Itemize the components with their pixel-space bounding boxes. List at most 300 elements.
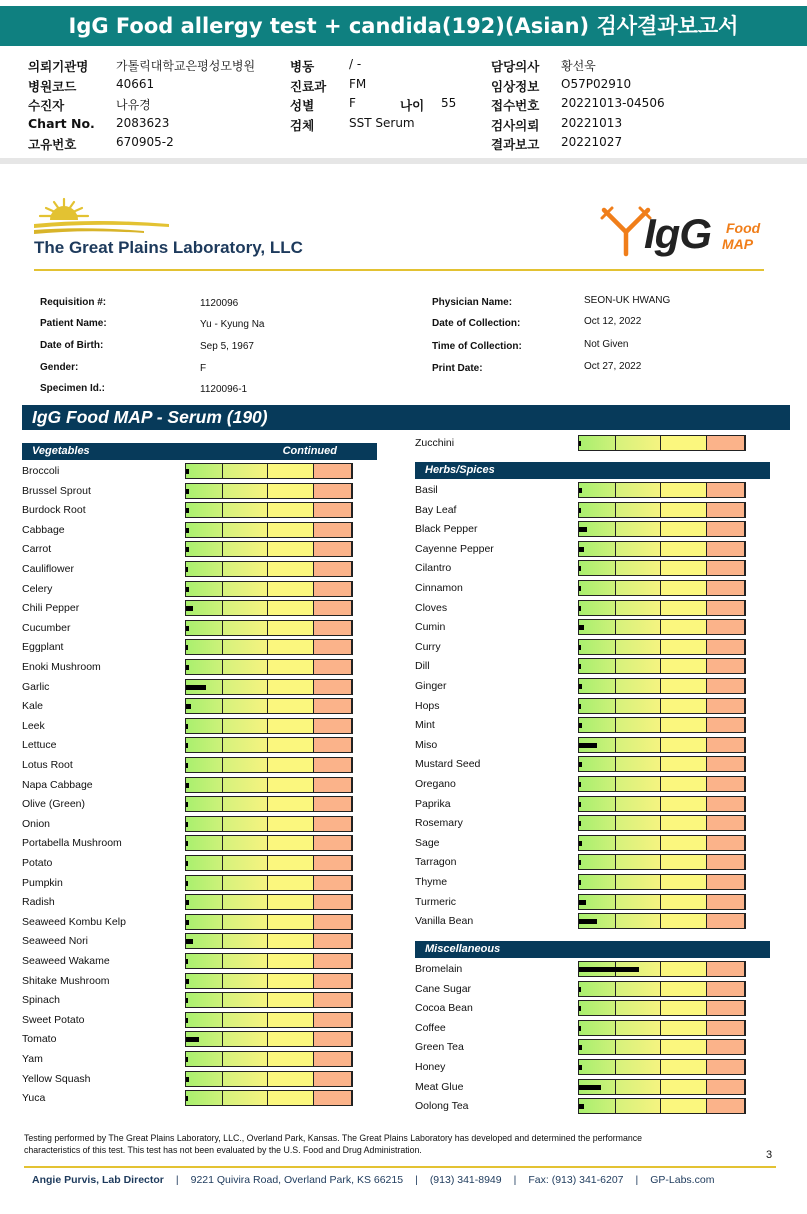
food-row xyxy=(415,961,748,977)
food-row xyxy=(22,777,355,793)
food-name: Enoki Mushroom xyxy=(22,661,101,673)
reactivity-level-marker xyxy=(579,880,581,885)
reactivity-level-marker xyxy=(579,1104,584,1109)
disclaimer-line-1: Testing performed by The Great Plains Laboratory, LLC., Overland Park, Kansas. The Great Plains Laboratory has developed and determined the performance xyxy=(24,1133,643,1143)
moderate-zone xyxy=(661,620,707,634)
header-field-label: 병동 xyxy=(290,59,315,74)
food-row xyxy=(22,639,355,655)
food-row xyxy=(415,717,748,733)
food-row xyxy=(22,835,355,851)
food-name: Seaweed Nori xyxy=(22,935,88,948)
patient-field-value: F xyxy=(200,363,207,374)
reactivity-level-marker xyxy=(186,743,188,748)
mild-zone xyxy=(616,1080,661,1094)
moderate-zone xyxy=(661,640,707,654)
mild-zone xyxy=(616,581,661,595)
mild-zone xyxy=(223,993,268,1007)
low-zone xyxy=(186,719,223,733)
mild-zone xyxy=(616,1001,661,1015)
moderate-zone xyxy=(661,1021,707,1035)
mild-zone xyxy=(223,562,268,576)
low-zone xyxy=(579,581,616,595)
food-name: Pumpkin xyxy=(22,876,63,889)
food-name: Portabella Mushroom xyxy=(22,837,122,850)
low-zone xyxy=(186,738,223,752)
food-row xyxy=(22,757,355,773)
reactivity-bar xyxy=(578,717,746,733)
high-zone xyxy=(314,542,352,556)
reactivity-level-marker xyxy=(579,684,582,689)
low-zone xyxy=(579,836,616,850)
moderate-zone xyxy=(268,895,314,909)
moderate-zone xyxy=(661,816,707,830)
reactivity-level-marker xyxy=(579,586,581,591)
header-field-value: 황선욱 xyxy=(561,59,596,73)
sun-logo-icon xyxy=(34,196,174,238)
mild-zone xyxy=(223,680,268,694)
footer-separator: | xyxy=(635,1174,639,1186)
header-field-label: 담당의사 xyxy=(491,59,540,74)
high-zone xyxy=(707,542,745,556)
food-row xyxy=(22,483,355,499)
food-row xyxy=(415,1059,748,1075)
moderate-zone xyxy=(268,464,314,478)
food-name: Curry xyxy=(415,640,441,653)
food-name: Miso xyxy=(415,738,438,751)
disclaimer-line-2: characteristics of this test. This test has not been evaluated by the U.S. Food and Drug Administration. xyxy=(24,1145,422,1155)
moderate-zone xyxy=(661,483,707,497)
high-zone xyxy=(314,601,352,615)
moderate-zone xyxy=(661,836,707,850)
reactivity-level-marker xyxy=(579,802,581,807)
food-row xyxy=(22,698,355,714)
reactivity-level-marker xyxy=(186,626,189,631)
reactivity-bar xyxy=(578,600,746,616)
reactivity-bar xyxy=(185,581,353,597)
low-zone xyxy=(579,816,616,830)
food-row xyxy=(415,1098,748,1114)
mild-zone xyxy=(223,699,268,713)
low-zone xyxy=(186,699,223,713)
moderate-zone xyxy=(268,601,314,615)
reactivity-level-marker xyxy=(186,763,188,768)
high-zone xyxy=(707,581,745,595)
moderate-zone xyxy=(661,718,707,732)
header-field-value: 20221013 xyxy=(561,115,623,130)
high-zone xyxy=(707,1001,745,1015)
moderate-zone xyxy=(661,679,707,693)
food-name: Bay Leaf xyxy=(415,503,457,516)
moderate-zone xyxy=(268,1091,314,1105)
moderate-zone xyxy=(268,778,314,792)
moderate-zone xyxy=(661,699,707,713)
high-zone xyxy=(707,836,745,850)
reactivity-bar xyxy=(185,718,353,734)
header-field-value: 670905-2 xyxy=(116,135,174,149)
reactivity-level-marker xyxy=(579,821,581,826)
moderate-zone xyxy=(268,954,314,968)
food-name: Meat Glue xyxy=(415,1080,464,1093)
food-row xyxy=(415,560,748,576)
high-zone xyxy=(707,855,745,869)
logo-igg-text: IgG xyxy=(644,210,711,257)
low-zone xyxy=(579,503,616,517)
moderate-zone xyxy=(661,601,707,615)
reactivity-bar xyxy=(578,1000,746,1016)
food-name: Sweet Potato xyxy=(22,1013,85,1026)
patient-field-value: Not Given xyxy=(584,339,629,350)
moderate-zone xyxy=(661,738,707,752)
reactivity-bar xyxy=(185,992,353,1008)
mild-zone xyxy=(616,875,661,889)
food-name: Mustard Seed xyxy=(415,758,481,771)
reactivity-level-marker xyxy=(186,881,188,886)
mild-zone xyxy=(616,522,661,536)
food-row xyxy=(22,1031,355,1047)
reactivity-bar xyxy=(185,659,353,675)
moderate-zone xyxy=(268,836,314,850)
food-name: Zucchini xyxy=(415,437,455,449)
high-zone xyxy=(707,1099,745,1113)
patient-field-label: Requisition #: xyxy=(40,297,107,308)
reactivity-bar xyxy=(578,678,746,694)
patient-field-label: Time of Collection: xyxy=(432,341,522,352)
reactivity-level-marker xyxy=(579,1045,582,1050)
reactivity-bar xyxy=(185,933,353,949)
reactivity-bar xyxy=(578,981,746,997)
low-zone xyxy=(579,436,616,450)
mild-zone xyxy=(223,464,268,478)
mild-zone xyxy=(223,915,268,929)
food-name: Ginger xyxy=(415,680,447,692)
header-field-value: FM xyxy=(349,76,367,91)
vegetables-title: Vegetables xyxy=(32,445,90,457)
reactivity-bar xyxy=(578,796,746,812)
lab-director: Angie Purvis, Lab Director xyxy=(32,1174,164,1186)
mild-zone xyxy=(616,436,661,450)
food-row xyxy=(22,561,355,577)
continued-label: Continued xyxy=(282,445,337,457)
food-row xyxy=(415,776,748,792)
high-zone xyxy=(707,875,745,889)
food-row xyxy=(415,619,748,635)
high-zone xyxy=(314,719,352,733)
reactivity-level-marker xyxy=(186,567,188,572)
food-name: Black Pepper xyxy=(415,523,478,536)
food-name: Coffee xyxy=(415,1021,446,1034)
food-name: Tarragon xyxy=(415,856,457,869)
moderate-zone xyxy=(268,856,314,870)
mild-zone xyxy=(223,1013,268,1027)
moderate-zone xyxy=(268,582,314,596)
food-row xyxy=(415,756,748,772)
moderate-zone xyxy=(268,758,314,772)
food-name: Seaweed Wakame xyxy=(22,955,110,967)
food-name: Basil xyxy=(415,484,438,496)
food-row xyxy=(415,1039,748,1055)
page-number: 3 xyxy=(766,1149,773,1161)
food-row xyxy=(415,580,748,596)
mild-zone xyxy=(616,640,661,654)
high-zone xyxy=(314,680,352,694)
reactivity-level-marker xyxy=(186,1057,188,1062)
low-zone xyxy=(579,1040,616,1054)
mild-zone xyxy=(616,777,661,791)
moderate-zone xyxy=(661,777,707,791)
lab-phone: (913) 341-8949 xyxy=(429,1174,502,1186)
low-zone xyxy=(579,797,616,811)
reactivity-level-marker xyxy=(186,939,193,944)
reactivity-level-marker xyxy=(579,664,581,669)
header-field-value: 20221027 xyxy=(561,135,623,149)
mild-zone xyxy=(223,1091,268,1105)
patient-field-value: Sep 5, 1967 xyxy=(200,341,254,352)
moderate-zone xyxy=(268,542,314,556)
reactivity-level-marker xyxy=(186,665,189,670)
reactivity-bar xyxy=(578,482,746,498)
moderate-zone xyxy=(661,581,707,595)
moderate-zone xyxy=(268,503,314,517)
moderate-zone xyxy=(268,876,314,890)
food-row xyxy=(415,894,748,910)
high-zone xyxy=(707,620,745,634)
reactivity-level-marker xyxy=(186,508,189,513)
mild-zone xyxy=(223,954,268,968)
low-zone xyxy=(579,718,616,732)
food-row xyxy=(415,1000,748,1016)
patient-field-label: Date of Collection: xyxy=(432,318,521,329)
high-zone xyxy=(314,464,352,478)
food-name: Bromelain xyxy=(415,963,463,975)
reactivity-bar xyxy=(578,1079,746,1095)
disclaimer xyxy=(24,1132,642,1156)
low-zone xyxy=(186,484,223,498)
food-row xyxy=(415,678,748,694)
high-zone xyxy=(707,699,745,713)
low-zone xyxy=(186,464,223,478)
reactivity-level-marker xyxy=(186,920,189,925)
food-name: Honey xyxy=(415,1061,446,1073)
high-zone xyxy=(314,954,352,968)
header-field-value: 40661 xyxy=(116,76,155,91)
mild-zone xyxy=(616,836,661,850)
mild-zone xyxy=(616,816,661,830)
low-zone xyxy=(186,542,223,556)
high-zone xyxy=(314,562,352,576)
mild-zone xyxy=(223,817,268,831)
food-row xyxy=(22,541,355,557)
mild-zone xyxy=(616,982,661,996)
food-row xyxy=(22,502,355,518)
food-row xyxy=(22,1071,355,1087)
food-row xyxy=(22,737,355,753)
mild-zone xyxy=(223,719,268,733)
food-row xyxy=(22,679,355,695)
food-name: Chili Pepper xyxy=(22,602,80,615)
vegetables-header xyxy=(22,443,377,460)
misc-header xyxy=(415,941,770,958)
low-zone xyxy=(579,855,616,869)
high-zone xyxy=(314,1013,352,1027)
food-row xyxy=(415,981,748,997)
reactivity-level-marker xyxy=(186,704,191,709)
high-zone xyxy=(707,1021,745,1035)
mild-zone xyxy=(223,1072,268,1086)
high-zone xyxy=(314,484,352,498)
low-zone xyxy=(186,993,223,1007)
moderate-zone xyxy=(661,757,707,771)
header-field-label: 진료과 xyxy=(290,78,327,94)
reactivity-bar xyxy=(185,1090,353,1106)
lab-fax: Fax: (913) 341-6207 xyxy=(528,1174,624,1186)
mild-zone xyxy=(223,797,268,811)
food-row xyxy=(415,854,748,870)
reactivity-bar xyxy=(578,961,746,977)
header-field-value: 나유경 xyxy=(116,98,151,112)
food-row xyxy=(22,894,355,910)
food-name: Rosemary xyxy=(415,817,463,830)
moderate-zone xyxy=(661,875,707,889)
mild-zone xyxy=(616,757,661,771)
moderate-zone xyxy=(661,982,707,996)
mild-zone xyxy=(223,601,268,615)
reactivity-level-marker xyxy=(579,841,582,846)
moderate-zone xyxy=(268,934,314,948)
food-row xyxy=(22,1090,355,1106)
reactivity-level-marker xyxy=(579,1065,582,1070)
food-row xyxy=(415,521,748,537)
reactivity-bar xyxy=(578,815,746,831)
reactivity-level-marker xyxy=(579,645,581,650)
reactivity-bar xyxy=(578,835,746,851)
header-field-label: 검체 xyxy=(290,117,315,133)
mild-zone xyxy=(616,503,661,517)
mild-zone xyxy=(223,660,268,674)
reactivity-level-marker xyxy=(579,704,581,709)
footer xyxy=(32,1174,714,1186)
mild-zone xyxy=(616,699,661,713)
food-row xyxy=(22,659,355,675)
low-zone xyxy=(579,777,616,791)
mild-zone xyxy=(616,895,661,909)
moderate-zone xyxy=(268,640,314,654)
low-zone xyxy=(186,523,223,537)
reactivity-bar xyxy=(185,757,353,773)
food-row xyxy=(415,874,748,890)
reactivity-bar xyxy=(578,1059,746,1075)
reactivity-level-marker xyxy=(186,900,189,905)
moderate-zone xyxy=(661,522,707,536)
food-row xyxy=(415,1079,748,1095)
reactivity-bar xyxy=(185,679,353,695)
food-row xyxy=(22,1051,355,1067)
food-row xyxy=(22,973,355,989)
food-row xyxy=(22,718,355,734)
moderate-zone xyxy=(661,914,707,928)
food-name: Radish xyxy=(22,896,55,909)
food-row xyxy=(22,933,355,949)
food-row xyxy=(415,796,748,812)
reactivity-bar xyxy=(185,561,353,577)
reactivity-bar xyxy=(185,1031,353,1047)
reactivity-bar xyxy=(185,522,353,538)
high-zone xyxy=(314,1072,352,1086)
low-zone xyxy=(186,778,223,792)
reactivity-level-marker xyxy=(579,967,639,972)
reactivity-level-marker xyxy=(186,802,188,807)
reactivity-bar xyxy=(578,776,746,792)
food-row xyxy=(22,522,355,538)
high-zone xyxy=(314,1032,352,1046)
food-row xyxy=(22,816,355,832)
high-zone xyxy=(707,522,745,536)
reactivity-level-marker xyxy=(579,723,582,728)
food-name: Lettuce xyxy=(22,739,57,752)
moderate-zone xyxy=(268,699,314,713)
food-name: Vanilla Bean xyxy=(415,915,474,928)
footer-rule xyxy=(24,1166,776,1168)
age-label: 나이 xyxy=(400,98,425,113)
patient-field-value: 1120096 xyxy=(200,298,239,309)
moderate-zone xyxy=(268,562,314,576)
food-name: Yam xyxy=(22,1053,43,1065)
food-name: Leek xyxy=(22,719,45,732)
mild-zone xyxy=(616,679,661,693)
reactivity-bar xyxy=(185,1051,353,1067)
reactivity-bar xyxy=(185,737,353,753)
food-name: Cloves xyxy=(415,601,448,614)
low-zone xyxy=(186,876,223,890)
mild-zone xyxy=(223,1052,268,1066)
reactivity-bar xyxy=(578,1020,746,1036)
reactivity-level-marker xyxy=(579,919,597,924)
low-zone xyxy=(579,601,616,615)
patient-field-label: Gender: xyxy=(40,362,79,373)
reactivity-level-marker xyxy=(579,1006,581,1011)
reactivity-bar xyxy=(185,541,353,557)
high-zone xyxy=(707,503,745,517)
header-field-value: 가톨릭대학교은평성모병원 xyxy=(116,59,256,73)
food-name: Yuca xyxy=(22,1092,46,1105)
reactivity-level-marker xyxy=(579,488,582,493)
food-name: Potato xyxy=(22,857,53,869)
food-name: Cucumber xyxy=(22,621,71,634)
moderate-zone xyxy=(661,561,707,575)
reactivity-level-marker xyxy=(186,547,189,552)
patient-field-value: SEON-UK HWANG xyxy=(584,295,671,306)
reactivity-bar xyxy=(578,541,746,557)
low-zone xyxy=(186,974,223,988)
reactivity-level-marker xyxy=(579,782,581,787)
food-name: Tomato xyxy=(22,1033,57,1046)
high-zone xyxy=(707,816,745,830)
reactivity-bar xyxy=(578,521,746,537)
patient-field-value: Oct 27, 2022 xyxy=(584,361,642,372)
reactivity-level-marker xyxy=(579,900,586,905)
food-row xyxy=(415,600,748,616)
mild-zone xyxy=(616,659,661,673)
moderate-zone xyxy=(661,1040,707,1054)
reactivity-level-marker xyxy=(579,1085,601,1090)
reactivity-bar xyxy=(185,835,353,851)
mild-zone xyxy=(616,542,661,556)
moderate-zone xyxy=(661,659,707,673)
mild-zone xyxy=(223,974,268,988)
header-field-label: 검사의뢰 xyxy=(491,117,540,133)
moderate-zone xyxy=(661,962,707,976)
reactivity-bar xyxy=(185,1071,353,1087)
reactivity-level-marker xyxy=(186,861,188,866)
